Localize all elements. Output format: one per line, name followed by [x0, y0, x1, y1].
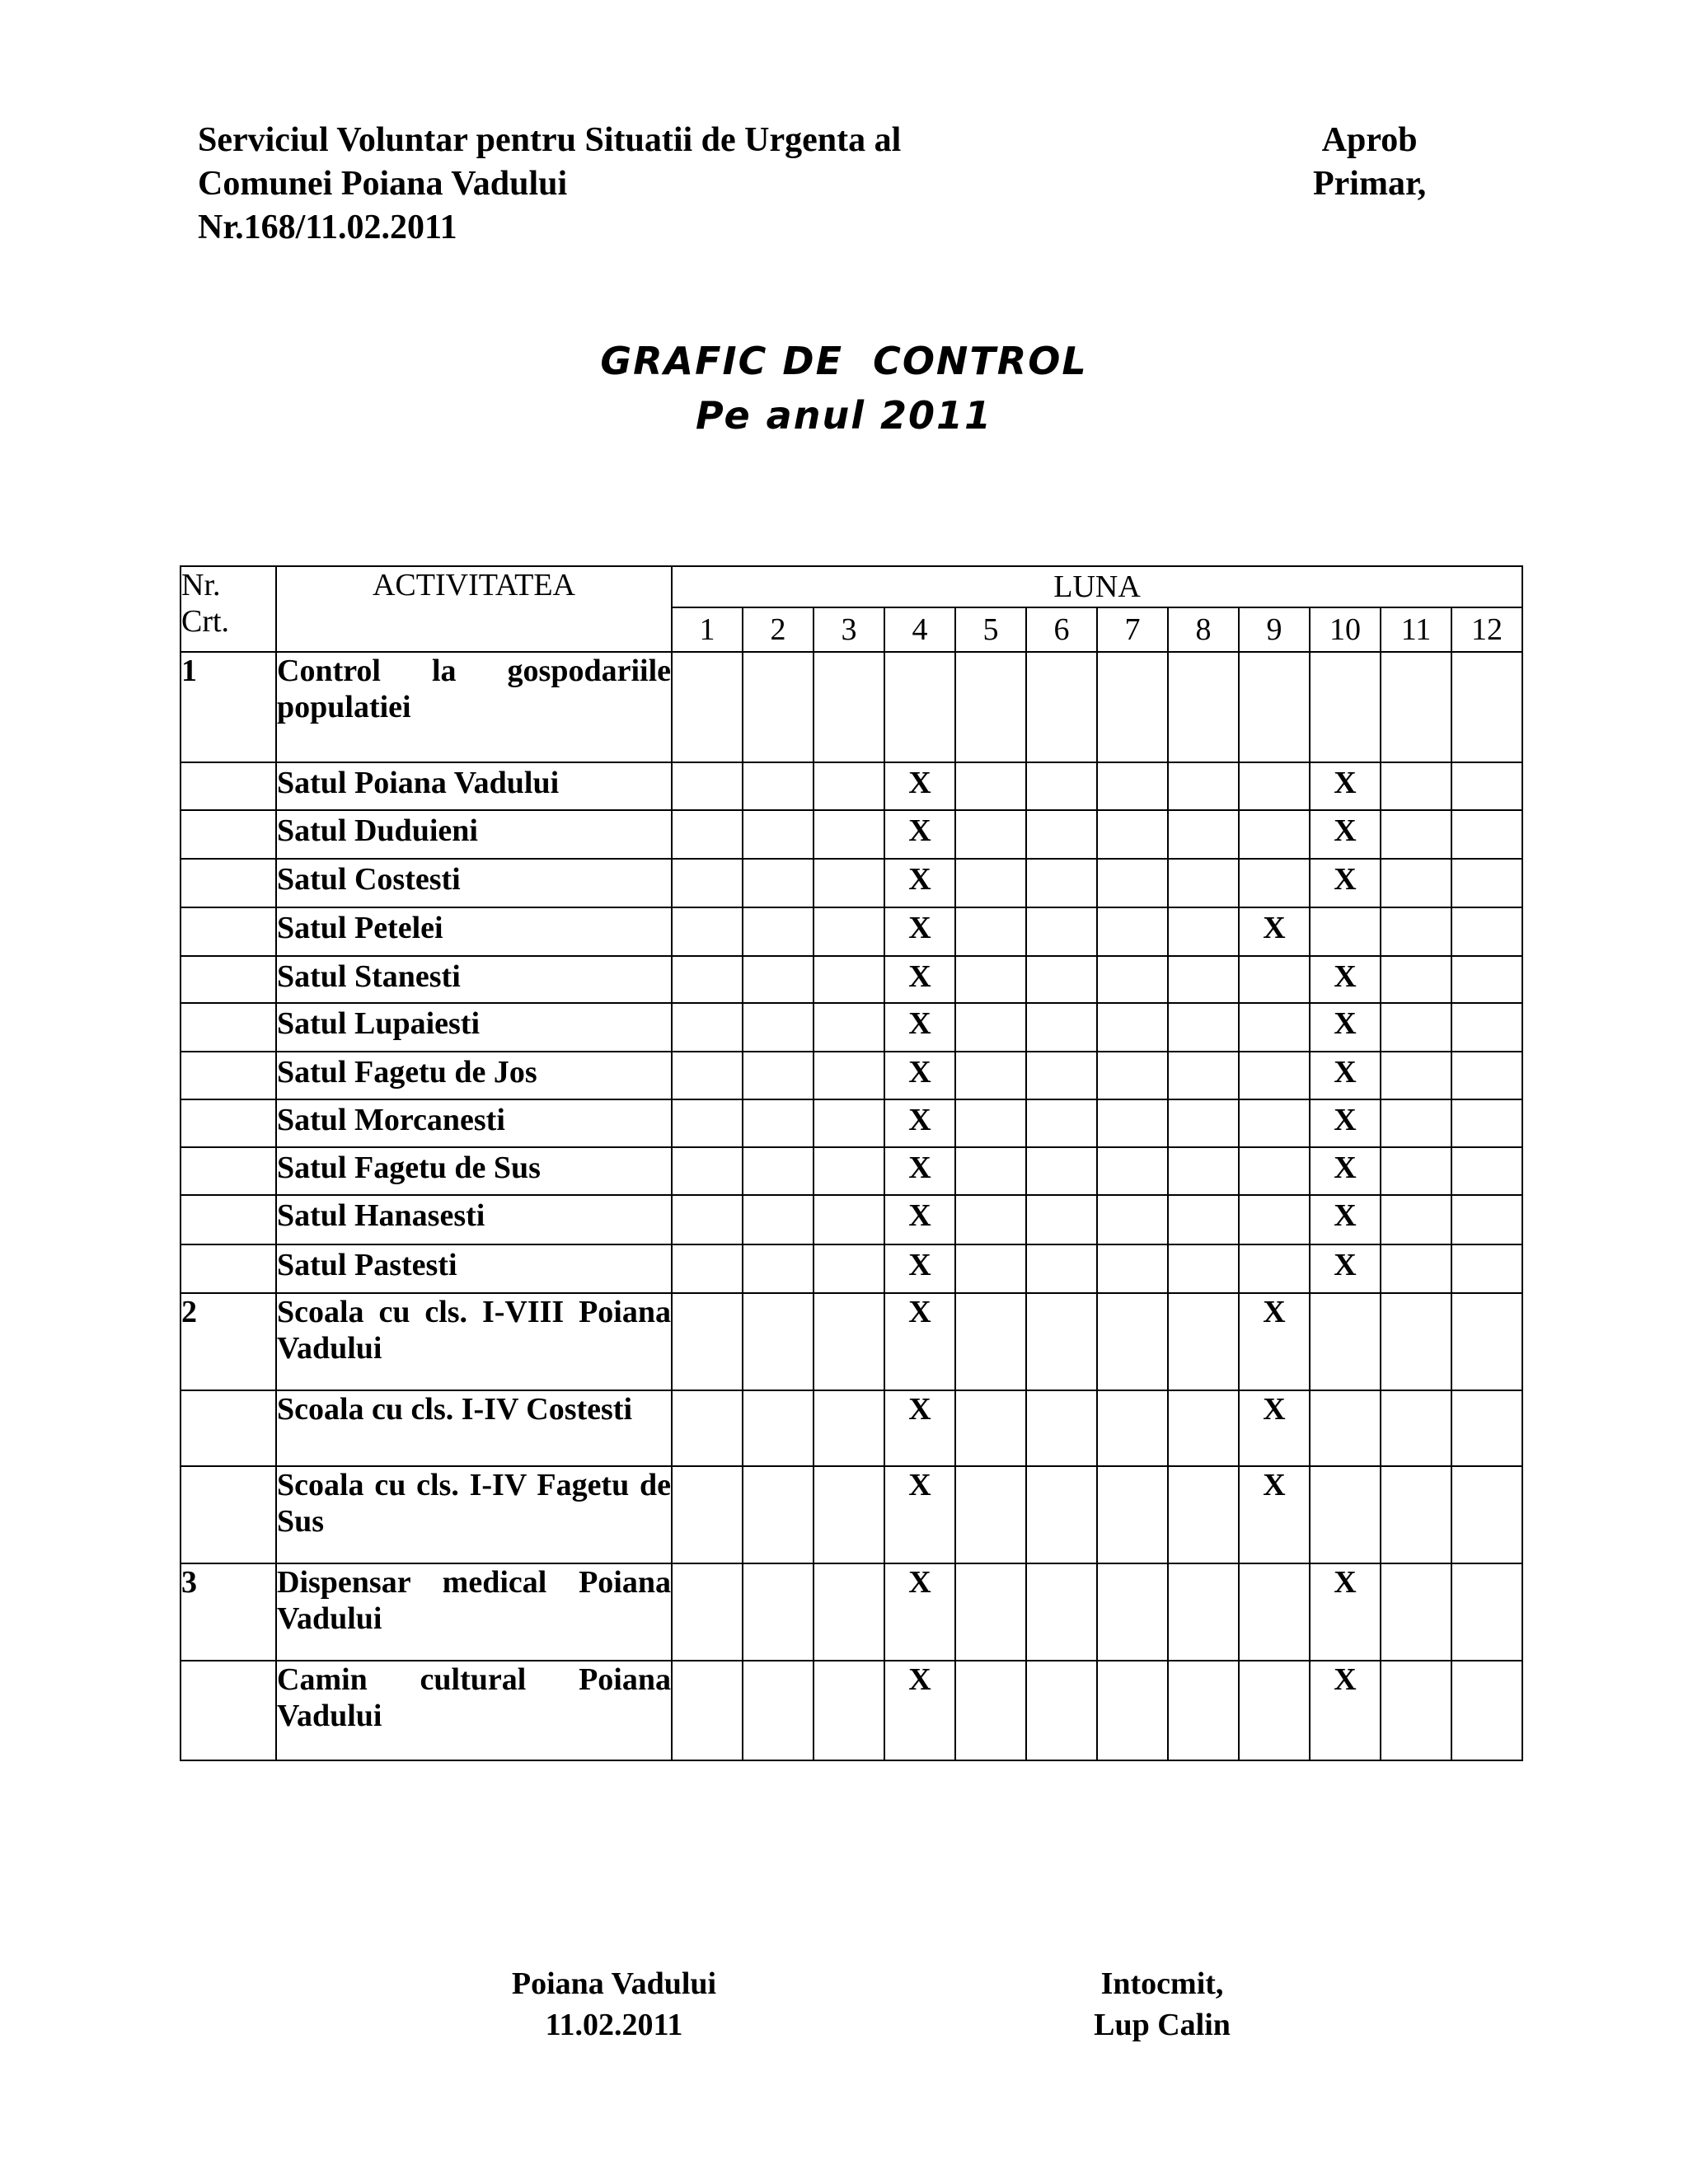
month-cell	[1381, 1099, 1451, 1147]
month-cell	[1381, 1195, 1451, 1244]
month-cell	[955, 1293, 1026, 1390]
column-header-month-group: LUNA	[672, 566, 1522, 607]
month-cell	[1168, 1147, 1239, 1195]
month-mark: X	[884, 762, 955, 810]
month-cell	[672, 1244, 743, 1293]
month-cell	[1097, 1466, 1168, 1563]
month-cell	[743, 1003, 814, 1052]
month-cell	[1451, 1466, 1522, 1563]
table-row	[181, 1147, 1522, 1195]
month-cell	[1239, 1052, 1310, 1099]
title-line-2: Pe anul 2011	[695, 393, 993, 438]
month-mark: X	[884, 1052, 955, 1099]
month-cell	[672, 956, 743, 1003]
month-header: 4	[884, 607, 955, 652]
issuer-block	[198, 119, 901, 250]
table-row	[181, 652, 1522, 762]
month-cell	[672, 652, 743, 762]
month-mark: X	[884, 1293, 955, 1390]
month-cell	[1168, 652, 1239, 762]
month-cell	[955, 762, 1026, 810]
place: Poiana Vadului	[511, 1966, 717, 2001]
activity-cell: Camin cultural Poiana Vadului	[276, 1661, 672, 1760]
month-cell	[955, 956, 1026, 1003]
month-cell	[743, 1563, 814, 1661]
month-cell	[672, 859, 743, 907]
issuer-line-2: Comunei Poiana Vadului	[198, 165, 568, 203]
month-cell	[1168, 1003, 1239, 1052]
month-cell	[1239, 652, 1310, 762]
row-number: 3	[181, 1563, 276, 1661]
month-cell	[672, 1466, 743, 1563]
month-cell	[814, 1466, 884, 1563]
month-cell	[1381, 1293, 1451, 1390]
column-header-nr	[181, 566, 276, 652]
month-cell	[1239, 1244, 1310, 1293]
row-number	[181, 1466, 276, 1563]
month-cell	[1097, 907, 1168, 956]
month-cell	[1168, 1466, 1239, 1563]
month-mark: X	[1310, 810, 1381, 859]
month-header: 7	[1097, 607, 1168, 652]
month-cell	[1026, 859, 1097, 907]
month-header: 1	[672, 607, 743, 652]
month-cell	[1097, 1563, 1168, 1661]
table-row	[181, 1293, 1522, 1390]
month-cell	[743, 652, 814, 762]
month-cell	[814, 1195, 884, 1244]
month-header: 5	[955, 607, 1026, 652]
month-cell	[814, 1003, 884, 1052]
month-cell	[1239, 859, 1310, 907]
month-mark: X	[1239, 1390, 1310, 1466]
month-cell	[1026, 1293, 1097, 1390]
month-header: 10	[1310, 607, 1381, 652]
month-cell	[1239, 1195, 1310, 1244]
month-cell	[1026, 1563, 1097, 1661]
activity-cell: Satul Poiana Vadului	[276, 762, 672, 810]
month-cell	[1239, 1099, 1310, 1147]
table-row	[181, 1003, 1522, 1052]
month-cell	[1381, 1244, 1451, 1293]
month-cell	[1451, 1661, 1522, 1760]
month-cell	[1168, 1293, 1239, 1390]
month-mark: X	[884, 1147, 955, 1195]
month-cell	[1097, 1661, 1168, 1760]
month-cell	[1381, 652, 1451, 762]
month-mark: X	[1310, 1099, 1381, 1147]
month-cell	[1239, 1563, 1310, 1661]
month-cell	[1097, 956, 1168, 1003]
month-cell	[1168, 1390, 1239, 1466]
month-cell	[743, 907, 814, 956]
month-cell	[743, 1244, 814, 1293]
month-cell	[1451, 1099, 1522, 1147]
month-mark: X	[884, 1195, 955, 1244]
month-cell	[955, 1661, 1026, 1760]
row-number	[181, 1195, 276, 1244]
month-mark: X	[1239, 1293, 1310, 1390]
month-mark: X	[1310, 859, 1381, 907]
month-cell	[955, 1147, 1026, 1195]
activity-cell: Satul Fagetu de Jos	[276, 1052, 672, 1099]
month-mark: X	[1310, 1563, 1381, 1661]
month-mark: X	[1310, 1003, 1381, 1052]
month-cell	[672, 1003, 743, 1052]
month-cell	[814, 907, 884, 956]
table-row	[181, 1466, 1522, 1563]
issuer-line-1: Serviciul Voluntar pentru Situatii de Urgenta al	[198, 121, 902, 159]
month-cell	[1239, 810, 1310, 859]
month-cell	[1451, 1563, 1522, 1661]
month-cell	[743, 1293, 814, 1390]
month-cell	[955, 810, 1026, 859]
row-number	[181, 956, 276, 1003]
prepared-label: Intocmit,	[1100, 1966, 1224, 2001]
month-cell	[1239, 762, 1310, 810]
month-cell	[1026, 907, 1097, 956]
month-header: 2	[743, 607, 814, 652]
month-cell	[743, 956, 814, 1003]
month-mark: X	[1310, 762, 1381, 810]
month-cell	[1026, 956, 1097, 1003]
month-cell	[743, 1147, 814, 1195]
month-cell	[1097, 1195, 1168, 1244]
month-cell	[1381, 1563, 1451, 1661]
month-cell	[1026, 1661, 1097, 1760]
month-cell	[743, 1052, 814, 1099]
month-cell	[1097, 1244, 1168, 1293]
header-row	[181, 566, 1522, 607]
month-cell	[955, 652, 1026, 762]
month-header: 9	[1239, 607, 1310, 652]
month-cell	[1097, 859, 1168, 907]
activity-cell: Satul Hanasesti	[276, 1195, 672, 1244]
activity-cell: Satul Costesti	[276, 859, 672, 907]
month-cell	[1097, 810, 1168, 859]
month-mark: X	[884, 907, 955, 956]
month-cell	[672, 1052, 743, 1099]
month-cell	[1451, 652, 1522, 762]
month-cell	[814, 1147, 884, 1195]
month-cell	[814, 1293, 884, 1390]
month-header: 3	[814, 607, 884, 652]
month-header: 8	[1168, 607, 1239, 652]
month-cell	[743, 810, 814, 859]
activity-cell: Scoala cu cls. I-IV Costesti	[276, 1390, 672, 1466]
month-cell	[955, 1563, 1026, 1661]
month-cell	[1381, 762, 1451, 810]
column-header-nr-line-2: Crt.	[181, 604, 230, 639]
month-cell	[1451, 1052, 1522, 1099]
activity-cell: Satul Duduieni	[276, 810, 672, 859]
month-cell	[1097, 652, 1168, 762]
table-body	[181, 652, 1522, 1760]
prepared-by-block	[1071, 1963, 1253, 2046]
month-mark: X	[884, 1003, 955, 1052]
month-cell	[1026, 1003, 1097, 1052]
month-cell	[955, 1003, 1026, 1052]
month-cell	[1097, 762, 1168, 810]
month-cell	[1451, 859, 1522, 907]
row-number: 2	[181, 1293, 276, 1390]
month-cell	[1097, 1003, 1168, 1052]
month-cell	[955, 1390, 1026, 1466]
month-cell	[814, 1661, 884, 1760]
table-row	[181, 859, 1522, 907]
month-cell	[1239, 956, 1310, 1003]
month-cell	[955, 859, 1026, 907]
month-mark: X	[1310, 956, 1381, 1003]
month-mark: X	[884, 1390, 955, 1466]
month-cell	[955, 1099, 1026, 1147]
month-cell	[955, 907, 1026, 956]
month-cell	[1168, 956, 1239, 1003]
table-row	[181, 956, 1522, 1003]
month-cell	[1451, 1003, 1522, 1052]
month-cell	[1026, 1195, 1097, 1244]
month-cell	[1310, 1293, 1381, 1390]
month-cell	[814, 762, 884, 810]
month-header: 6	[1026, 607, 1097, 652]
month-cell	[1026, 810, 1097, 859]
title-line-1: GRAFIC DE CONTROL	[600, 339, 1088, 383]
month-cell	[672, 762, 743, 810]
month-cell	[1026, 1244, 1097, 1293]
month-cell	[672, 1390, 743, 1466]
table-row	[181, 1052, 1522, 1099]
month-cell	[1310, 1390, 1381, 1466]
month-cell	[743, 1661, 814, 1760]
month-cell	[672, 1099, 743, 1147]
month-mark: X	[884, 1099, 955, 1147]
month-cell	[672, 1195, 743, 1244]
row-number	[181, 1147, 276, 1195]
month-cell	[1026, 652, 1097, 762]
month-cell	[1451, 907, 1522, 956]
month-cell	[1097, 1052, 1168, 1099]
month-cell	[1381, 956, 1451, 1003]
month-cell	[1026, 1466, 1097, 1563]
table-row	[181, 1661, 1522, 1760]
date: 11.02.2011	[545, 2008, 683, 2042]
activity-cell: Control la gospodariile populatiei	[276, 652, 672, 762]
month-mark: X	[884, 1244, 955, 1293]
activity-cell: Satul Petelei	[276, 907, 672, 956]
month-cell	[1381, 907, 1451, 956]
table-row	[181, 1195, 1522, 1244]
month-cell	[1239, 1661, 1310, 1760]
row-number	[181, 859, 276, 907]
month-cell	[743, 1195, 814, 1244]
month-cell	[1310, 907, 1381, 956]
month-cell	[1097, 1293, 1168, 1390]
table-row	[181, 1244, 1522, 1293]
month-cell	[1168, 1099, 1239, 1147]
prepared-by-name: Lup Calin	[1094, 2008, 1231, 2042]
month-cell	[814, 956, 884, 1003]
month-cell	[1451, 762, 1522, 810]
month-mark: X	[1310, 1147, 1381, 1195]
table-row	[181, 1390, 1522, 1466]
month-cell	[955, 1195, 1026, 1244]
month-cell	[814, 1052, 884, 1099]
month-mark: X	[884, 1563, 955, 1661]
month-cell	[1026, 1147, 1097, 1195]
row-number	[181, 1390, 276, 1466]
month-cell	[672, 1661, 743, 1760]
month-cell	[1168, 859, 1239, 907]
month-cell	[1451, 956, 1522, 1003]
month-cell	[1310, 652, 1381, 762]
month-cell	[1451, 1293, 1522, 1390]
month-cell	[1239, 1147, 1310, 1195]
activity-cell: Scoala cu cls. I-VIII Poiana Vadului	[276, 1293, 672, 1390]
month-cell	[1381, 810, 1451, 859]
month-cell	[814, 859, 884, 907]
month-cell	[1168, 1563, 1239, 1661]
activity-cell: Satul Lupaiesti	[276, 1003, 672, 1052]
month-cell	[672, 810, 743, 859]
month-mark: X	[1310, 1661, 1381, 1760]
control-schedule-table	[180, 565, 1523, 1761]
table-row	[181, 907, 1522, 956]
month-cell	[814, 1244, 884, 1293]
month-cell	[1381, 1661, 1451, 1760]
month-cell	[1451, 1147, 1522, 1195]
month-cell	[1026, 762, 1097, 810]
month-header: 11	[1381, 607, 1451, 652]
month-mark: X	[1310, 1195, 1381, 1244]
column-header-activity: ACTIVITATEA	[276, 566, 672, 652]
approver-title: Primar,	[1313, 165, 1427, 203]
place-date-block	[486, 1963, 742, 2046]
month-cell	[672, 907, 743, 956]
month-cell	[1168, 907, 1239, 956]
month-cell	[814, 1099, 884, 1147]
month-mark: X	[884, 810, 955, 859]
month-cell	[672, 1147, 743, 1195]
month-mark: X	[1310, 1244, 1381, 1293]
month-cell	[1168, 1052, 1239, 1099]
month-cell	[1451, 810, 1522, 859]
table-row	[181, 762, 1522, 810]
month-cell	[814, 1390, 884, 1466]
month-cell	[743, 762, 814, 810]
month-cell	[955, 1466, 1026, 1563]
table-row	[181, 1563, 1522, 1661]
row-number	[181, 1661, 276, 1760]
month-cell	[672, 1293, 743, 1390]
activity-cell: Satul Stanesti	[276, 956, 672, 1003]
month-cell	[672, 1563, 743, 1661]
row-number	[181, 1052, 276, 1099]
month-cell	[1168, 1244, 1239, 1293]
table-row	[181, 1099, 1522, 1147]
month-mark: X	[884, 956, 955, 1003]
month-cell	[1168, 810, 1239, 859]
row-number: 1	[181, 652, 276, 762]
month-cell	[1097, 1390, 1168, 1466]
activity-cell: Dispensar medical Poiana Vadului	[276, 1563, 672, 1661]
month-cell	[1097, 1147, 1168, 1195]
month-cell	[1381, 1147, 1451, 1195]
month-cell	[743, 1466, 814, 1563]
table-row	[181, 810, 1522, 859]
month-mark: X	[884, 1661, 955, 1760]
month-mark: X	[1239, 1466, 1310, 1563]
activity-cell: Satul Fagetu de Sus	[276, 1147, 672, 1195]
month-cell	[1168, 1661, 1239, 1760]
month-cell	[1097, 1099, 1168, 1147]
activity-cell: Scoala cu cls. I-IV Fagetu de Sus	[276, 1466, 672, 1563]
month-mark: X	[1310, 1052, 1381, 1099]
row-number	[181, 1099, 276, 1147]
row-number	[181, 762, 276, 810]
month-cell	[884, 652, 955, 762]
month-mark: X	[1239, 907, 1310, 956]
month-cell	[1239, 1003, 1310, 1052]
month-cell	[1026, 1390, 1097, 1466]
month-mark: X	[884, 859, 955, 907]
month-cell	[743, 1099, 814, 1147]
month-cell	[1451, 1195, 1522, 1244]
column-header-nr-line-1: Nr.	[181, 568, 221, 602]
month-cell	[1451, 1244, 1522, 1293]
month-cell	[814, 810, 884, 859]
row-number	[181, 907, 276, 956]
row-number	[181, 1244, 276, 1293]
month-cell	[1026, 1099, 1097, 1147]
month-mark: X	[884, 1466, 955, 1563]
row-number	[181, 1003, 276, 1052]
month-cell	[743, 859, 814, 907]
approval-label: Aprob	[1321, 121, 1418, 159]
month-cell	[1381, 859, 1451, 907]
month-cell	[1381, 1003, 1451, 1052]
month-cell	[955, 1244, 1026, 1293]
activity-cell: Satul Pastesti	[276, 1244, 672, 1293]
month-cell	[1381, 1390, 1451, 1466]
month-cell	[1168, 762, 1239, 810]
month-cell	[1026, 1052, 1097, 1099]
month-cell	[1168, 1195, 1239, 1244]
month-cell	[1381, 1052, 1451, 1099]
month-cell	[955, 1052, 1026, 1099]
month-cell	[1381, 1466, 1451, 1563]
month-header: 12	[1451, 607, 1522, 652]
month-cell	[1451, 1390, 1522, 1466]
row-number	[181, 810, 276, 859]
month-cell	[743, 1390, 814, 1466]
approval-block	[1313, 119, 1426, 206]
month-cell	[1310, 1466, 1381, 1563]
month-cell	[814, 1563, 884, 1661]
activity-cell: Satul Morcanesti	[276, 1099, 672, 1147]
month-cell	[814, 652, 884, 762]
document-title	[0, 334, 1688, 443]
document-number: Nr.168/11.02.2011	[198, 209, 457, 246]
